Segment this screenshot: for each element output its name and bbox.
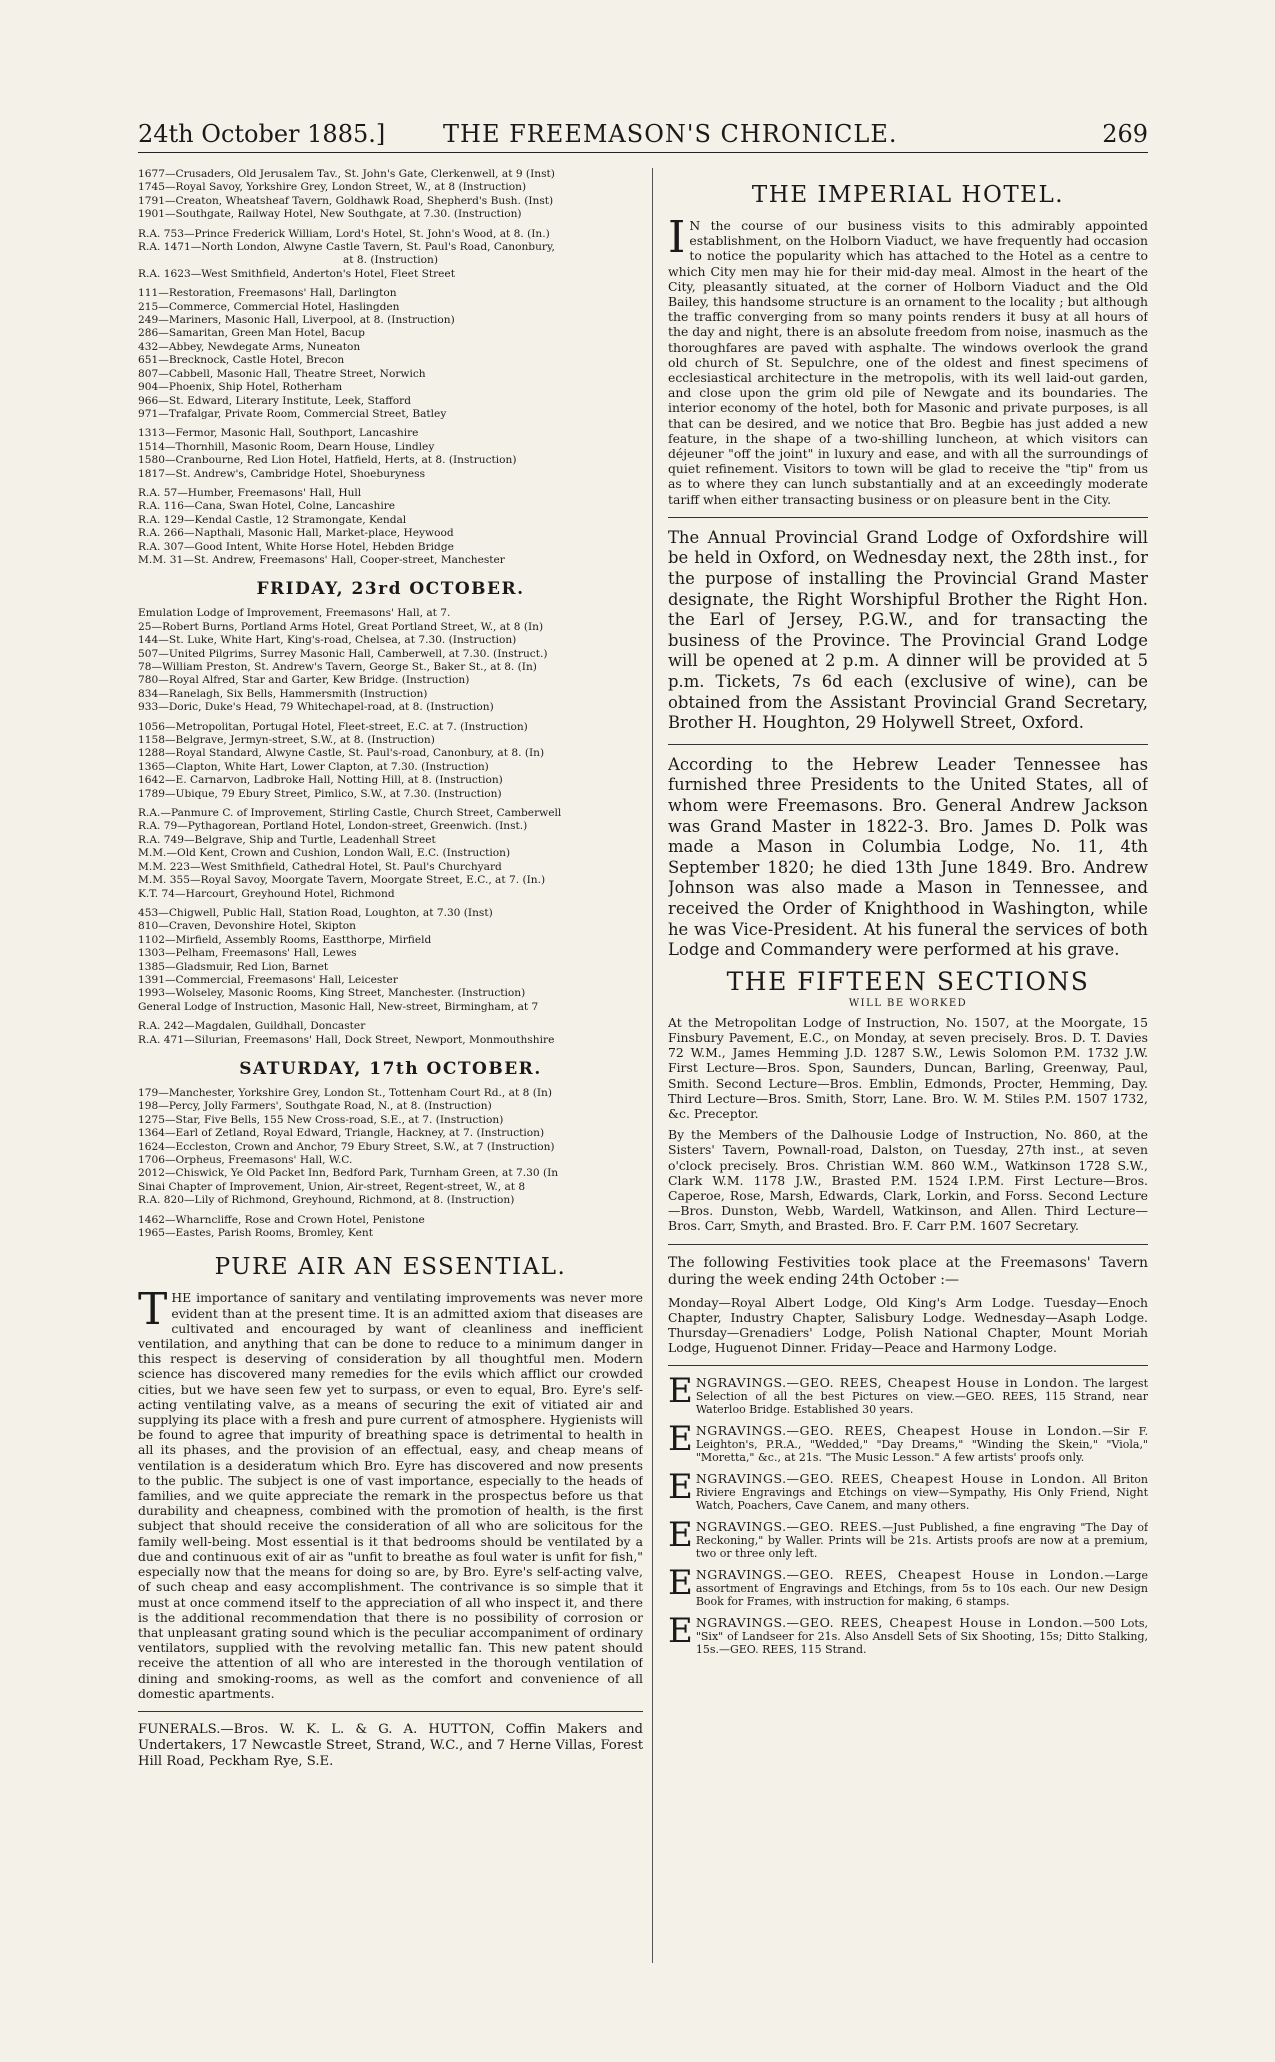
lodge-entry: R.A. 79—Pythagorean, Portland Hotel, London-street, Greenwich. (Inst.) — [138, 820, 528, 833]
entry-group-4 — [138, 427, 643, 481]
lodge-entry: 1158—Belgrave, Jermyn-street, S.W., at 8. (Instruction) — [138, 734, 435, 747]
section-rule — [668, 1365, 1148, 1366]
imperial-hotel-body: N the course of our business visits to this admirably appointed establishment, on the Holborn Viaduct, we have frequently had occasion to notice the popularity which has attached to the Hotel as a centre to which City men may hie for their mid-day meal. Almost in the heart of the City, pleasantly situated, at the corner of Holborn Viaduct and the Old Bailey, this handsome structure is an ornament to the locality ; but although the traffic converging from so many points renders it busy at all hours of the day and night, there is an absolute freedom from noise, inasmuch as the thoroughfares are paved with asphalte. The windows overlook the grand old church of St. Sepulchre, one of the oldest and finest specimens of ecclesiastical architecture in the metropolis, with its well laid-out garden, and close upon the grim old pile of Newgate and its boundaries. The interior economy of the hotel, both for Masonic and private purposes, is all that can be desired, and we notice that Bro. Begbie has just added a new feature, in the shape of a two-shilling luncheon, at which visitors can déjeuner "off the joint" in luxury and ease, and with all the surroundings of quiet refinement. Visitors to town will be glad to receive the "tip" from us as to where they can lunch substantially and at an exceedingly moderate tariff when either transacting business or on pleasure bent in the City. — [668, 218, 1148, 507]
lodge-entry: R.A. 266—Napthali, Masonic Hall, Market-place, Heywood — [138, 527, 454, 540]
engravings-advert — [668, 1515, 1148, 1561]
lodge-entry: 249—Mariners, Masonic Hall, Liverpool, at 8. (Instruction) — [138, 314, 455, 327]
entry-group — [138, 607, 643, 714]
lodge-entry: R.A. 1471—North London, Alwyne Castle Tavern, St. Paul's Road, Canonbury, — [138, 241, 555, 254]
advert-body: —500 Lots, "Six" of Landseer for 21s. Also Ansdell Sets of Six Shooting, 15s; Ditto Stalking, 15s.—GEO. REES, 115 Strand. — [695, 1617, 1148, 1657]
fifteen-sections-metropolitan: At the Metropolitan Lodge of Instruction, No. 1507, at the Moorgate, 15 Finsbury Pavement, E.C., on Monday, at seven precisely. Bros. D. T. Davies 72 W.M., James Hemming J.D. 1287 S.W., Lewis Solomon P.M. 1732 J.W. First Lecture—Bros. Spon, Saunders, Duncan, Barling, Greenway, Paul, Smith. Second Lecture—Bros. Emblin, Edmonds, Procter, Hemming, Day. Third Lecture—Bros. Smith, Storr, Lane. Bro. W. M. Stiles P.M. 1507 1732, &c. Preceptor. — [668, 1014, 1148, 1121]
drop-cap: E — [668, 1611, 693, 1652]
entry-group-2 — [138, 228, 643, 282]
lodge-entry: 1303—Pelham, Freemasons' Hall, Lewes — [138, 947, 357, 960]
section-rule — [138, 1711, 643, 1712]
drop-cap: T — [138, 1284, 168, 1336]
advert-body: —Sir F. Leighton's, P.R.A., "Wedded," "Day Dreams," "Winding the Skein," "Viola," "Moretta," &c., at 21s. "The Music Lesson." A few artists' proofs only. — [695, 1425, 1148, 1465]
advert-lead: NGRAVINGS.—GEO. REES. — [695, 1519, 883, 1535]
lodge-entry: 179—Manchester, Yorkshire Grey, London St., Tottenham Court Rd., at 8 (In) — [138, 1086, 552, 1099]
lodge-entry: M.M. 355—Royal Savoy, Moorgate Tavern, Moorgate Street, E.C., at 7. (In.) — [138, 874, 546, 887]
pure-air-heading: PURE AIR AN ESSENTIAL. — [214, 1254, 567, 1281]
lodge-entry: R.A. 753—Prince Frederick William, Lord's Hotel, St. John's Wood, at 8. (In.) — [138, 227, 550, 240]
lodge-meetings-friday — [138, 607, 643, 1047]
advert-lead: NGRAVINGS.—GEO. REES, Cheapest House in London. — [695, 1615, 1083, 1631]
drop-cap: E — [668, 1419, 693, 1460]
lodge-entry: at 8. (Instruction) — [342, 254, 439, 267]
pure-air-body: HE importance of sanitary and ventilating improvements was never more evident than at the present time. It is an admitted axiom that diseases are cultivated and encouraged by want of cleanliness and inefficient ventilation, and anything that can be done to reduce to a minimum danger in this respect is deserving of consideration by all thoughtful men. Modern science has discovered many remedies for the evils which afflict our crowded cities, but we have seen few yet to surpass, or even to equal, Bro. Eyre's self-acting ventilating valve, as a means of securing the exit of vitiated air and supplying its place with a fresh and pure current of atmosphere. Hygienists will be found to agree that impurity of breathing space is detrimental to health in all its phases, and the provision of an effectual, easy, and cheap means of ventilation is a desideratum which Bro. Eyre has discovered and now presents to the public. The subject is one of vast importance, especially to the heads of families, and we quite appreciate the remark in the prospectus before us that durability and cheapness, combined with the promotion of health, is the first subject that should receive the consideration of all who are solicitous for the family well-being. Most essential is it that bedrooms should be ventilated by a due and continuous exit of air as "unfit to breathe as foul water is unfit for fish," especially now that the means for doing so are, by Bro. Eyre's self-acting valve, of such cheap and easy accomplishment. The contrivance is so simple that it must at once commend itself to the appreciation of all who inspect it, and there is the additional recommendation that there is no possibility of corrosion or that unpleasant grating sound which is the peculiar accompaniment of ordinary ventilators, supplied with the revolving metallic fan. This new patent should receive the attention of all who are interested in the thorough ventilation of dining and smoking-rooms, as well as the comfort and convenience of all domestic apartments. — [138, 1290, 643, 1701]
lodge-entry: M.M. 223—West Smithfield, Cathedral Hotel, St. Paul's Churchyard — [138, 860, 502, 873]
header-title: THE FREEMASON'S CHRONICLE. — [443, 120, 898, 148]
lodge-entry: 651—Brecknock, Castle Hotel, Brecon — [138, 354, 345, 367]
lodge-entry: 1642—E. Carnarvon, Ladbroke Hall, Notting Hill, at 8. (Instruction) — [138, 774, 503, 787]
fifteen-sections-dalhousie: By the Members of the Dalhousie Lodge of Instruction, No. 860, at the Sisters' Tavern, Pownall-road, Dalston, on Tuesday, 27th inst., at seven o'clock precisely. Bros. Christian W.M. 860 W.M., Watkinson 1728 S.W., Clark W.M. 1178 J.W., Brasted P.M. 1524 I.P.M. First Lecture—Bros. Caperoe, Rose, Marsh, Edwards, Clark, Lorkin, and Forss. Second Lecture—Bros. Dunston, Webb, Wardell, Watkinson, and Allen. Third Lecture—Bros. Carr, Smyth, and Brasted. Bro. F. Carr P.M. 1607 Secretary. — [668, 1127, 1148, 1234]
section-rule — [668, 1244, 1148, 1245]
lodge-entry: 1706—Orpheus, Freemasons' Hall, W.C. — [138, 1154, 353, 1166]
saturday-heading: SATURDAY, 17th OCTOBER. — [239, 1058, 542, 1079]
lodge-entry: 432—Abbey, Newdegate Arms, Nuneaton — [138, 340, 361, 353]
lodge-entry: 810—Craven, Devonshire Hotel, Skipton — [138, 920, 356, 933]
lodge-entry: R.A. 471—Silurian, Freemasons' Hall, Dock Street, Newport, Monmouthshire — [138, 1033, 555, 1046]
lodge-entry: 904—Phoenix, Ship Hotel, Rotherham — [138, 381, 343, 394]
lodge-entry: 144—St. Luke, White Hart, King's-road, Chelsea, at 7.30. (Instruction) — [138, 634, 517, 647]
section-rule — [668, 744, 1148, 745]
lodge-entry: 780—Royal Alfred, Star and Garter, Kew Bridge. (Instruction) — [138, 674, 470, 687]
lodge-entry: M.M.—Old Kent, Crown and Cushion, London Wall, E.C. (Instruction) — [138, 847, 511, 860]
lodge-entry: Emulation Lodge of Improvement, Freemasons' Hall, at 7. — [138, 607, 451, 620]
lodge-meetings-thursday — [138, 168, 643, 567]
drop-cap: E — [668, 1515, 693, 1556]
drop-cap: E — [668, 1371, 693, 1412]
lodge-entry: General Lodge of Instruction, Masonic Hall, New-street, Birmingham, at 7 — [138, 1000, 539, 1013]
lodge-entry: 1791—Creaton, Wheatsheaf Tavern, Goldhawk Road, Shepherd's Bush. (Inst) — [138, 194, 554, 207]
festivities-list: Monday—Royal Albert Lodge, Old King's Arm Lodge. Tuesday—Enoch Chapter, Industry Chapter, Salisbury Lodge. Wednesday—Asaph Lodge. Thursday—Grenadiers' Lodge, Polish National Chapter, Mount Moriah Lodge, Huguenot Dinner. Friday—Peace and Harmony Lodge. — [668, 1294, 1148, 1356]
lodge-entry: 966—St. Edward, Literary Institute, Leek, Stafford — [138, 394, 412, 407]
advert-body: All Briton Riviere Engravings and Etchings on view—Sympathy, His Only Friend, Night Watch, Poachers, Cave Canem, and many others. — [695, 1473, 1148, 1513]
lodge-entry: 25—Robert Burns, Portland Arms Hotel, Great Portland Street, W., at 8 (In) — [138, 620, 544, 633]
advert-lead: NGRAVINGS.—GEO. REES, Cheapest House in London. — [695, 1375, 1079, 1391]
lodge-entry: R.A. 820—Lily of Richmond, Greyhound, Richmond, at 8. (Instruction) — [138, 1194, 515, 1207]
lodge-entry: 1391—Commercial, Freemasons' Hall, Leicester — [138, 973, 398, 986]
lodge-entry: 1580—Cranbourne, Red Lion Hotel, Hatfield, Herts, at 8. (Instruction) — [138, 454, 517, 467]
pure-air-article — [138, 1284, 643, 1701]
advert-lead: NGRAVINGS.—GEO. REES, Cheapest House in London. — [695, 1471, 1086, 1487]
lodge-entry: R.A. 307—Good Intent, White Horse Hotel, Hebden Bridge — [138, 540, 454, 553]
lodge-entry: 1385—Gladsmuir, Red Lion, Barnet — [138, 960, 329, 973]
lodge-entry: 1993—Wolseley, Masonic Rooms, King Street, Manchester. (Instruction) — [138, 987, 526, 1000]
lodge-entry: R.A. 116—Cana, Swan Hotel, Colne, Lancashire — [138, 500, 396, 513]
lodge-entry: 1624—Eccleston, Crown and Anchor, 79 Ebury Street, S.W., at 7 (Instruction) — [138, 1140, 555, 1153]
lodge-entry: 1365—Clapton, White Hart, Lower Clapton, at 7.30. (Instruction) — [138, 760, 489, 773]
lodge-entry: 933—Doric, Duke's Head, 79 Whitechapel-road, at 8. (Instruction) — [138, 701, 494, 714]
advert-body: —Just Published, a fine engraving "The Day of Reckoning," by Waller. Prints will be 21s. Artists proofs are now at a premium, two or three only left. — [695, 1521, 1148, 1561]
lodge-meetings-saturday — [138, 1087, 643, 1240]
fifteen-sections-heading: THE FIFTEEN SECTIONS — [726, 966, 1090, 996]
entry-group — [138, 907, 643, 1014]
lodge-entry: 78—William Preston, St. Andrew's Tavern, George St., Baker St., at 8. (In) — [138, 661, 537, 673]
right-column — [668, 168, 1148, 1664]
header-page-number: 269 — [1102, 120, 1148, 148]
lodge-entry: 198—Percy, Jolly Farmers', Southgate Road, N., at 8. (Instruction) — [138, 1100, 492, 1113]
lodge-entry: R.A. 129—Kendal Castle, 12 Stramongate, Kendal — [138, 513, 407, 526]
engravings-advert — [668, 1467, 1148, 1513]
lodge-entry: 1514—Thornhill, Masonic Room, Dearn House, Lindley — [138, 440, 435, 453]
left-column — [138, 168, 643, 1783]
lodge-entry: 834—Ranelagh, Six Bells, Hammersmith (Instruction) — [138, 687, 428, 700]
entry-group-5 — [138, 487, 643, 567]
lodge-entry: 1102—Mirfield, Assembly Rooms, Eastthorpe, Mirfield — [138, 933, 432, 946]
engravings-advert — [668, 1563, 1148, 1609]
entry-group — [138, 1214, 643, 1241]
festivities-intro: The following Festivities took place at the Freemasons' Tavern during the week ending 24th October :— — [668, 1254, 1148, 1288]
lodge-entry: 111—Restoration, Freemasons' Hall, Darlington — [138, 287, 397, 300]
lodge-entry: 1364—Earl of Zetland, Royal Edward, Triangle, Hackney, at 7. (Instruction) — [138, 1127, 545, 1140]
entry-group-3 — [138, 287, 643, 421]
lodge-entry: R.A. 1623—West Smithfield, Anderton's Hotel, Fleet Street — [138, 267, 455, 280]
lodge-entry: R.A.—Panmure C. of Improvement, Stirling Castle, Church Street, Camberwell — [138, 807, 562, 820]
lodge-entry: Sinai Chapter of Improvement, Union, Air-street, Regent-street, W., at 8 — [138, 1180, 526, 1193]
lodge-entry: 807—Cabbell, Masonic Hall, Theatre Street, Norwich — [138, 367, 426, 380]
advert-lead: NGRAVINGS.—GEO. REES, Cheapest House in London. — [695, 1567, 1105, 1583]
advert-body: —Large assortment of Engravings and Etchings, from 5s to 10s each. Our new Design Book for Frames, with instruction for making, 6 stamps. — [695, 1569, 1148, 1609]
header-date: 24th October 1885.] — [138, 120, 386, 148]
column-divider — [652, 168, 653, 1963]
drop-cap: E — [668, 1563, 693, 1604]
tennessee-article: According to the Hebrew Leader Tennessee has furnished three Presidents to the United States, all of whom were Freemasons. Bro. General Andrew Jackson was Grand Master in 1822-3. Bro. James D. Polk was made a Mason in Columbia Lodge, No. 11, 4th September 1820; he died 13th June 1849. Bro. Andrew Johnson was also made a Mason in Tennessee, and received the Order of Knighthood in Washington, while he was Vice-President. At his funeral the services of both Lodge and Commandery were performed at his grave. — [668, 754, 1148, 960]
lodge-entry: 1462—Wharncliffe, Rose and Crown Hotel, Penistone — [138, 1213, 425, 1226]
lodge-entry: 1965—Eastes, Parish Rooms, Bromley, Kent — [138, 1227, 373, 1240]
entry-group — [138, 721, 643, 801]
entry-group — [138, 1087, 643, 1208]
lodge-entry: 1313—Fermor, Masonic Hall, Southport, Lancashire — [138, 427, 419, 440]
lodge-entry: 507—United Pilgrims, Surrey Masonic Hall, Camberwell, at 7.30. (Instruct.) — [138, 647, 548, 660]
funerals-advert: FUNERALS.—Bros. W. K. L. & G. A. HUTTON, Coffin Makers and Undertakers, 17 Newcastle Street, Strand, W.C., and 7 Herne Villas, Forest Hill Road, Peckham Rye, S.E. — [138, 1721, 643, 1769]
lodge-entry: 1288—Royal Standard, Alwyne Castle, St. Paul's-road, Canonbury, at 8. (In) — [138, 747, 545, 760]
lodge-entry: 971—Trafalgar, Private Room, Commercial Street, Batley — [138, 407, 447, 420]
page-header — [138, 118, 1148, 153]
drop-cap: I — [668, 212, 686, 263]
advert-body: The largest Selection of all the best Pictures on view.—GEO. REES, 115 Strand, near Waterloo Bridge. Established 30 years. — [695, 1377, 1148, 1417]
lodge-entry: 1677—Crusaders, Old Jerusalem Tav., St. John's Gate, Clerkenwell, at 9 (Inst) — [138, 168, 555, 180]
lodge-entry: 1056—Metropolitan, Portugal Hotel, Fleet-street, E.C. at 7. (Instruction) — [138, 720, 528, 733]
engravings-advert — [668, 1371, 1148, 1417]
advert-lead: NGRAVINGS.—GEO. REES, Cheapest House in London. — [695, 1423, 1102, 1439]
lodge-entry: 1901—Southgate, Railway Hotel, New Southgate, at 7.30. (Instruction) — [138, 208, 522, 221]
lodge-entry: K.T. 74—Harcourt, Greyhound Hotel, Richmond — [138, 887, 395, 900]
lodge-entry: R.A. 57—Humber, Freemasons' Hall, Hull — [138, 486, 362, 499]
lodge-entry: 2012—Chiswick, Ye Old Packet Inn, Bedford Park, Turnham Green, at 7.30 (In — [138, 1167, 559, 1180]
imperial-hotel-article — [668, 212, 1148, 507]
lodge-entry: 453—Chigwell, Public Hall, Station Road, Loughton, at 7.30 (Inst) — [138, 906, 493, 919]
engravings-advert — [668, 1611, 1148, 1657]
drop-cap: E — [668, 1467, 693, 1508]
lodge-entry: 286—Samaritan, Green Man Hotel, Bacup — [138, 327, 365, 340]
fifteen-sections-subheading: WILL BE WORKED — [848, 997, 968, 1009]
lodge-entry: 1275—Star, Five Bells, 155 New Cross-road, S.E., at 7. (Instruction) — [138, 1113, 504, 1126]
engravings-advert — [668, 1419, 1148, 1465]
lodge-entry: 215—Commerce, Commercial Hotel, Haslingden — [138, 300, 400, 313]
imperial-hotel-heading: THE IMPERIAL HOTEL. — [751, 182, 1065, 208]
entry-group — [138, 1020, 643, 1047]
entry-group — [138, 807, 643, 901]
friday-heading: FRIDAY, 23rd OCTOBER. — [256, 579, 525, 600]
engravings-adverts — [668, 1371, 1148, 1657]
lodge-entry: 1789—Ubique, 79 Ebury Street, Pimlico, S.W., at 7.30. (Instruction) — [138, 787, 502, 800]
lodge-entry: R.A. 749—Belgrave, Ship and Turtle, Leadenhall Street — [138, 833, 436, 846]
section-rule — [668, 517, 1148, 518]
oxfordshire-article: The Annual Provincial Grand Lodge of Oxfordshire will be held in Oxford, on Wednesday next, the 28th inst., for the purpose of installing the Provincial Grand Master designate, the Right Worshipful Brother the Right Hon. the Earl of Jersey, P.G.W., and for transacting the business of the Province. The Provincial Grand Lodge will be opened at 2 p.m. A dinner will be provided at 5 p.m. Tickets, 7s 6d each (exclusive of wine), can be obtained from the Assistant Provincial Grand Secretary, Brother H. Houghton, 29 Holywell Street, Oxford. — [668, 527, 1148, 733]
lodge-entry: M.M. 31—St. Andrew, Freemasons' Hall, Cooper-street, Manchester — [138, 553, 505, 566]
lodge-entry: 1745—Royal Savoy, Yorkshire Grey, London Street, W., at 8 (Instruction) — [138, 181, 527, 194]
lodge-entry: 1817—St. Andrew's, Cambridge Hotel, Shoeburyness — [138, 467, 426, 480]
entry-group-1 — [138, 168, 643, 222]
lodge-entry: R.A. 242—Magdalen, Guildhall, Doncaster — [138, 1020, 366, 1033]
